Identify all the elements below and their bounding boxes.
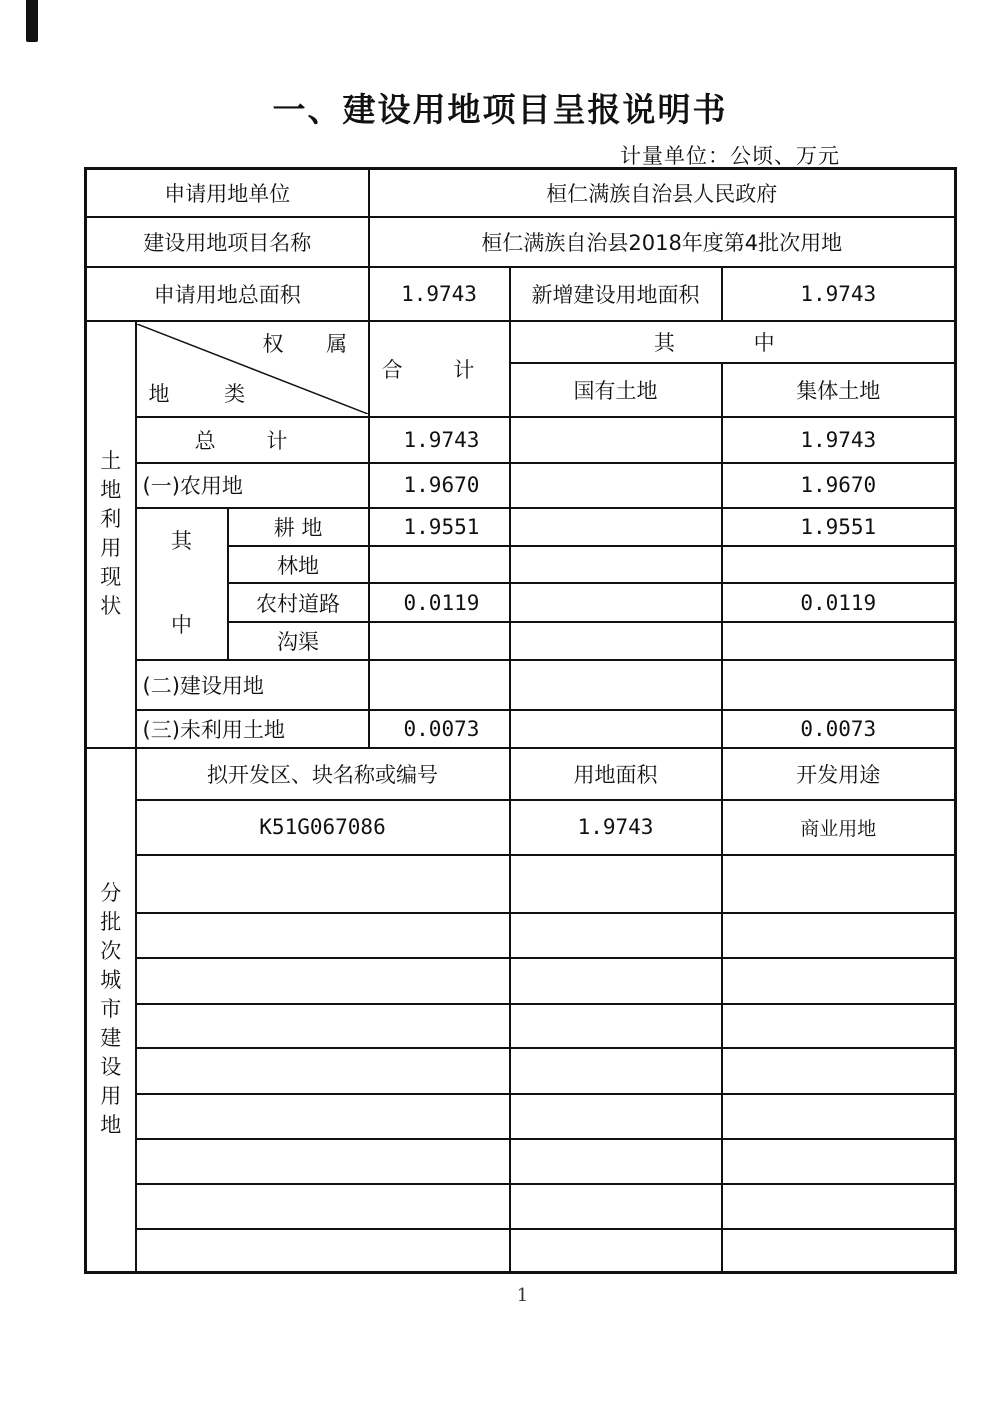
- table-row: [86, 1184, 956, 1229]
- agricultural-collective: 1.9670: [722, 463, 956, 508]
- state-land-header: 国有土地: [510, 363, 722, 417]
- total-collective: 1.9743: [722, 417, 956, 463]
- table-row: [86, 710, 956, 748]
- agricultural-state: [510, 463, 722, 508]
- table-row: [86, 1139, 956, 1184]
- rural-road-state: [510, 583, 722, 622]
- document-title: 一、建设用地项目呈报说明书: [272, 90, 728, 129]
- new-construction-area-value: 1.9743: [722, 267, 956, 321]
- batch-section-label: 分批次城市建设用地: [86, 748, 136, 1273]
- binding-mark: [26, 0, 38, 42]
- forest-state: [510, 546, 722, 583]
- table-row: [86, 800, 956, 855]
- table-row: [86, 1229, 956, 1273]
- row-label-farmland: 耕 地: [228, 508, 369, 547]
- row-label-ditch: 沟渠: [228, 622, 369, 660]
- row-label-rural-road: 农村道路: [228, 583, 369, 622]
- construction-collective: [722, 660, 956, 710]
- forest-collective: [722, 546, 956, 583]
- table-row: [86, 958, 956, 1004]
- construction-sum: [369, 660, 510, 710]
- ditch-sum: [369, 622, 510, 660]
- block-use: 商业用地: [722, 800, 956, 855]
- row-label-agricultural: (一)农用地: [136, 463, 369, 508]
- rural-road-sum: 0.0119: [369, 583, 510, 622]
- table-row: [86, 660, 956, 710]
- total-area-value: 1.9743: [369, 267, 510, 321]
- ditch-state: [510, 622, 722, 660]
- land-area-header: 用地面积: [510, 748, 722, 800]
- ownership-label: 权 属: [262, 331, 366, 356]
- row-label-total: 总 计: [136, 417, 369, 463]
- measurement-unit: 计量单位：公顷、万元: [620, 144, 840, 168]
- land-status-section-label: 土地利用现状: [86, 321, 136, 748]
- row-label-forest: 林地: [228, 546, 369, 583]
- unused-sum: 0.0073: [369, 710, 510, 748]
- block-name-header: 拟开发区、块名称或编号: [136, 748, 510, 800]
- forest-sum: [369, 546, 510, 583]
- total-column-header: 合 计: [369, 321, 510, 417]
- block-id: K51G067086: [136, 800, 510, 855]
- of-which-label: 其 中: [136, 508, 228, 660]
- table-row: [86, 417, 956, 463]
- project-name-value: 桓仁满族自治县2018年度第4批次用地: [369, 217, 956, 267]
- table-row: [86, 1004, 956, 1048]
- row-label-unused: (三)未利用土地: [136, 710, 369, 748]
- applicant-value: 桓仁满族自治县人民政府: [369, 169, 956, 217]
- among-header: 其 中: [510, 321, 956, 363]
- farmland-sum: 1.9551: [369, 508, 510, 547]
- total-area-label: 申请用地总面积: [86, 267, 369, 321]
- ditch-collective: [722, 622, 956, 660]
- row-label-construction: (二)建设用地: [136, 660, 369, 710]
- table-row: [86, 913, 956, 958]
- collective-land-header: 集体土地: [722, 363, 956, 417]
- construction-state: [510, 660, 722, 710]
- page-number: 1: [516, 1285, 529, 1306]
- total-state: [510, 417, 722, 463]
- development-use-header: 开发用途: [722, 748, 956, 800]
- ownership-category-header: [136, 321, 369, 417]
- total-sum: 1.9743: [369, 417, 510, 463]
- table-row: [86, 463, 956, 508]
- table-row: [86, 1094, 956, 1139]
- new-construction-area-label: 新增建设用地面积: [510, 267, 722, 321]
- agricultural-sum: 1.9670: [369, 463, 510, 508]
- unused-state: [510, 710, 722, 748]
- table-row: [86, 1048, 956, 1094]
- rural-road-collective: 0.0119: [722, 583, 956, 622]
- unused-collective: 0.0073: [722, 710, 956, 748]
- application-form-table: [84, 167, 957, 1274]
- block-area: 1.9743: [510, 800, 722, 855]
- table-row: [86, 508, 956, 547]
- land-category-label: 地 类: [148, 381, 270, 406]
- farmland-collective: 1.9551: [722, 508, 956, 547]
- applicant-label: 申请用地单位: [86, 169, 369, 217]
- table-row: [86, 855, 956, 913]
- farmland-state: [510, 508, 722, 547]
- project-name-label: 建设用地项目名称: [86, 217, 369, 267]
